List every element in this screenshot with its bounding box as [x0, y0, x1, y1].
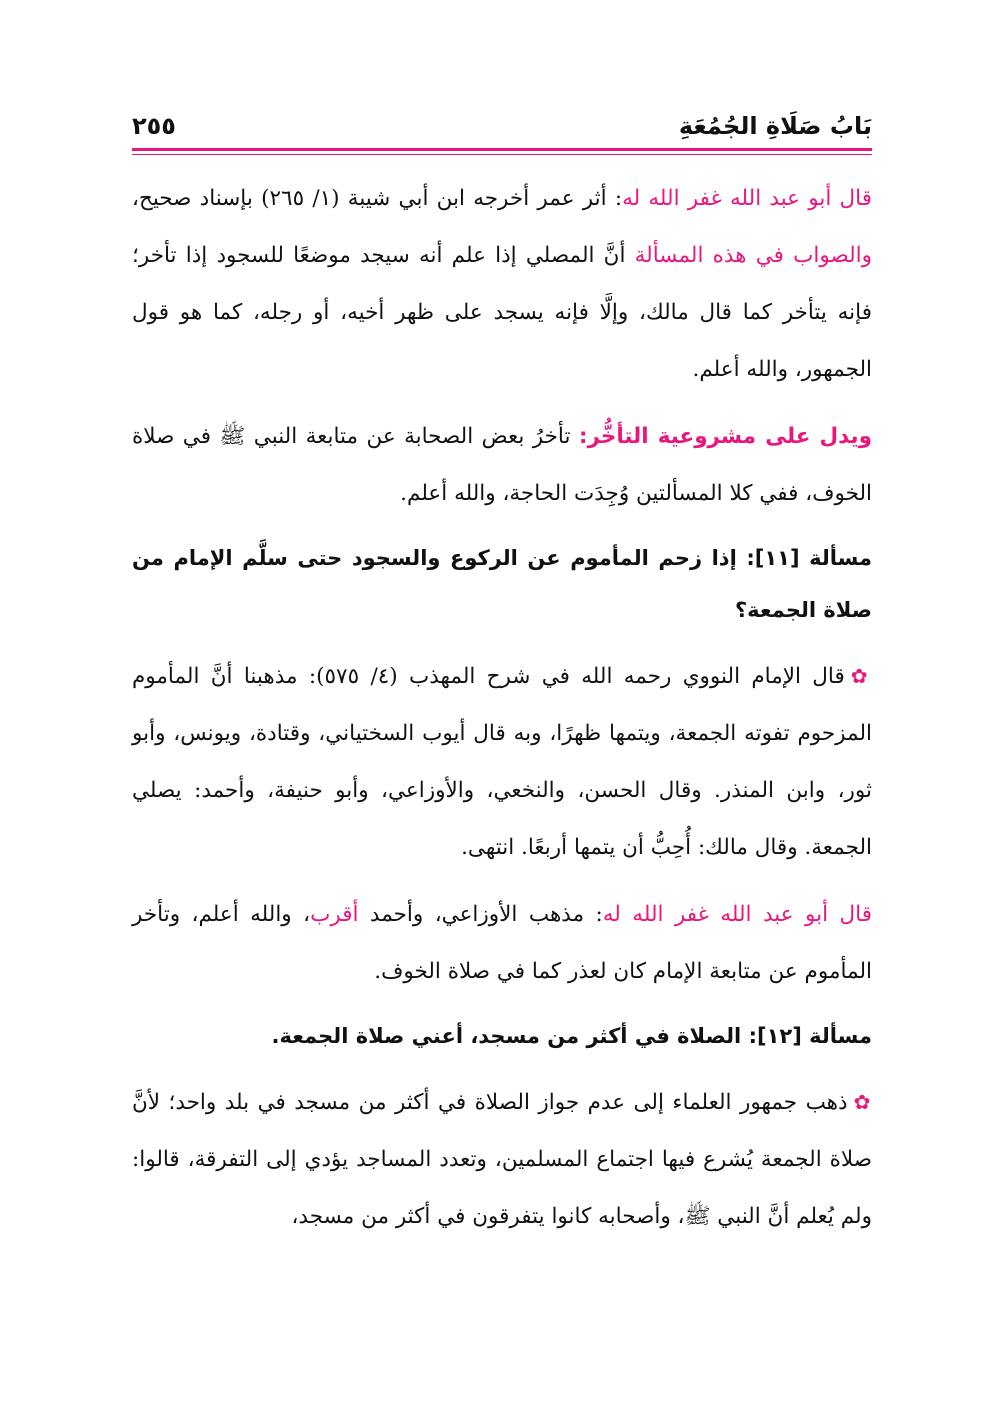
page-header — [132, 108, 872, 152]
paragraph-text: قال الإمام النووي رحمه الله في شرح المهذب (٤/ ٥٧٥): مذهبنا أنَّ المأموم المزحوم تفوته الجمعة، ويتمها ظهرًا، وبه قال أيوب السختياني، وقتادة، ويونس، وأبو ثور، وابن المنذر. وقال الحسن، والنخعي، والأوزاعي، وأبو حنيفة، وأحمد: يصلي الجمعة. وقال مالك: أُحِبُّ أن يتمها أربعًا. انتهى. — [132, 664, 872, 860]
paragraph-text: ذهب جمهور العلماء إلى عدم جواز الصلاة في أكثر من مسجد في بلد واحد؛ لأنَّ صلاة الجمعة يُشرع فيها اجتماع المسلمين، وتعدد المساجد يؤدي إلى التفرقة، قالوا: ولم يُعلم أنَّ النبي ﷺ، وأصحابه كانوا يتفرقون في أكثر من مسجد، — [132, 1090, 872, 1229]
highlight-text: أقرب — [310, 902, 359, 927]
paragraph-text: : مذهب الأوزاعي، وأحمد — [358, 902, 603, 927]
highlight-heading: ويدل على مشروعية التأخُّر: — [578, 424, 872, 449]
flower-icon: ✿ — [853, 1090, 873, 1114]
issue-heading-11 — [132, 532, 872, 636]
paragraph-text: أنَّ المصلي إذا علم أنه سيجد موضعًا للسجود إذا تأخر؛ فإنه يتأخر كما قال مالك، وإلَّا فإنه يسجد على ظهر أخيه، أو رجله، كما هو قول الجمهور، والله أعلم. — [132, 243, 872, 382]
header-rule-thick — [132, 148, 872, 151]
issue-title: الصلاة في أكثر من مسجد، أعني صلاة الجمعة. — [271, 1024, 749, 1048]
paragraph-text: تأخرُ بعض الصحابة عن متابعة النبي ﷺ في صلاة الخوف، ففي كلا المسألتين وُجِدَت الحاجة، والله أعلم. — [132, 424, 872, 506]
author-attribution: قال أبو عبد الله غفر الله له — [622, 186, 872, 211]
issue-label: مسألة [١١]: — [746, 546, 872, 570]
paragraph-text: : أثر عمر أخرجه ابن أبي شيبة (١/ ٢٦٥) بإسناد صحيح، — [132, 186, 623, 211]
chapter-title: بَابُ صَلَاةِ الجُمُعَةِ — [678, 112, 872, 140]
paragraph-5 — [132, 1074, 872, 1245]
header-rule-thin — [132, 154, 872, 155]
page-body — [132, 170, 872, 1255]
issue-title: إذا زحم المأموم عن الركوع والسجود حتى سلَّم الإمام من صلاة الجمعة؟ — [132, 546, 872, 622]
paragraph-3 — [132, 648, 872, 876]
paragraph-4 — [132, 886, 872, 1000]
paragraph-1 — [132, 170, 872, 398]
highlight-text: والصواب في هذه المسألة — [634, 243, 872, 268]
author-attribution: قال أبو عبد الله غفر الله له — [602, 902, 872, 927]
paragraph-2 — [132, 408, 872, 522]
page-number: ٢٥٥ — [132, 112, 176, 140]
paragraph-text: ، والله أعلم، وتأخر المأموم عن متابعة الإمام كان لعذر كما في صلاة الخوف. — [132, 902, 872, 984]
issue-label: مسألة [١٢]: — [748, 1024, 872, 1048]
flower-icon: ✿ — [850, 664, 872, 688]
issue-heading-12 — [132, 1010, 872, 1062]
